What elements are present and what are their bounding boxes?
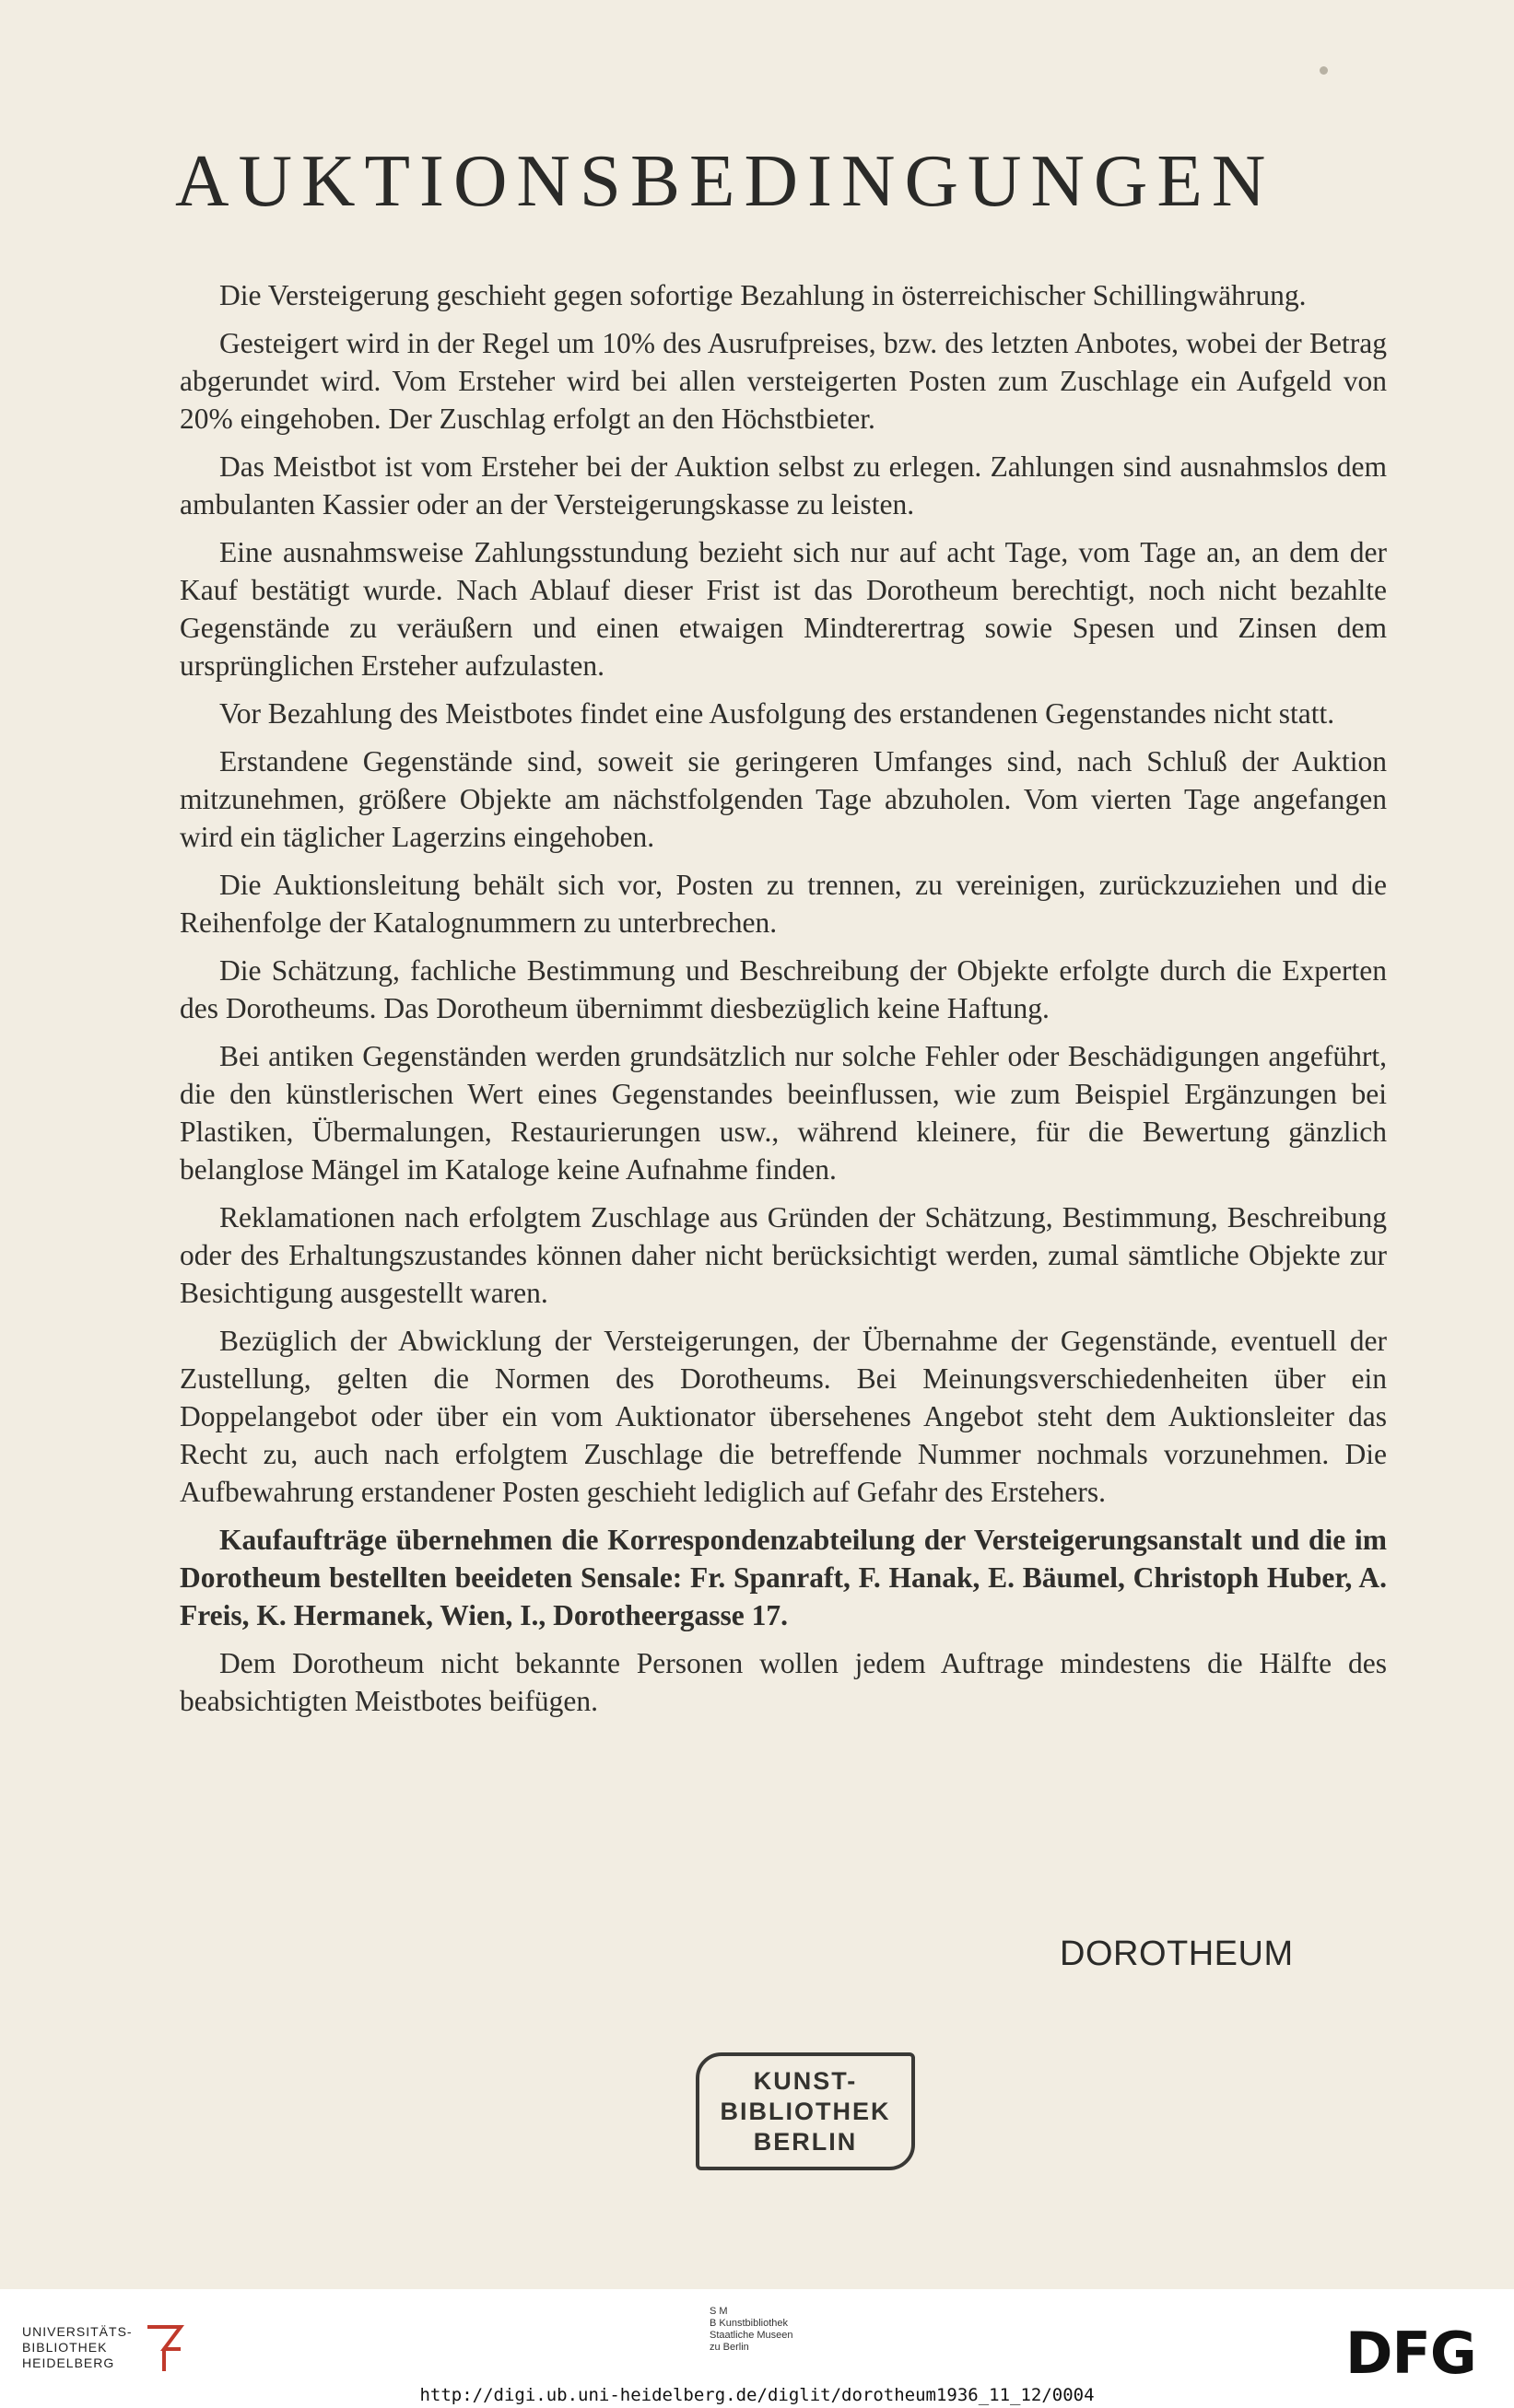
signature: DOROTHEUM xyxy=(1060,1935,1294,1973)
paragraph: Reklamationen nach erfolgtem Zuschlage aus Gründen der Schätzung, Bestimmung, Beschreibung oder des Erhaltungszustandes können daher nicht berücksichtigt werden, zumal sämtliche Objekte zur Besichtigung ausgestellt waren. xyxy=(180,1201,1387,1309)
paragraph: Bezüglich der Abwicklung der Versteigerungen, der Übernahme der Gegenstände, eventuell der Zustellung, gelten die Normen des Dorotheums. Bei Meinungsverschiedenheiten über ein Doppelangebot oder über ein vom Auktionator übersehenes Angebot steht dem Auktionsleiter das Recht zu, auch nach erfolgtem Zuschlage die betreffende Nummer nochmals vorzunehmen. Die Aufbewahrung erstandener Posten geschieht lediglich auf Gefahr des Erstehers. xyxy=(180,1325,1387,1508)
paragraph: Die Schätzung, fachliche Bestimmung und Beschreibung der Objekte erfolgte durch die Experten des Dorotheums. Das Dorotheum übernimmt diesbezüglich keine Haftung. xyxy=(180,954,1387,1024)
meta-line: zu Berlin xyxy=(710,2342,749,2353)
paragraph: Bei antiken Gegenständen werden grundsätzlich nur solche Fehler oder Beschädigungen angeführt, die den künstlerischen Wert eines Gegenstandes beeinflussen, wie zum Beispiel Ergänzungen bei Plastiken, Übermalungen, Restaurierungen usw., während kleinere, für die Bewertung gänzlich belanglose Mängel im Kataloge keine Aufnahme finden. xyxy=(180,1040,1387,1186)
paragraph: Dem Dorotheum nicht bekannte Personen wollen jedem Auftrage mindestens die Hälfte des beabsichtigten Meistbotes beifügen. xyxy=(180,1647,1387,1717)
paragraph: Gesteigert wird in der Regel um 10% des Ausrufpreises, bzw. des letzten Anbotes, wobei der Betrag abgerundet wird. Vom Ersteher wird bei allen versteigerten Posten zum Zuschlage ein Aufgeld von 20% eingehoben. Der Zuschlag erfolgt an den Höchstbieter. xyxy=(180,327,1387,435)
holding-institution xyxy=(710,2306,793,2354)
meta-line: Staatliche Museen xyxy=(710,2330,793,2341)
dfg-logo: DFG xyxy=(1345,2320,1476,2387)
meta-line: B Kunstbibliothek xyxy=(710,2318,788,2329)
paragraph: Eine ausnahmsweise Zahlungsstundung bezieht sich nur auf acht Tage, vom Tage an, an dem der Kauf bestätigt wurde. Nach Ablauf dieser Frist ist das Dorotheum berechtigt, noch nicht bezahlte Gegenstände zu veräußern und einen etwaigen Mindterertrag sowie Spesen und Zinsen dem ursprünglichen Ersteher aufzulasten. xyxy=(180,536,1387,682)
paragraph: Das Meistbot ist vom Ersteher bei der Auktion selbst zu erlegen. Zahlungen sind ausnahmslos dem ambulanten Kassier oder an der Versteigerungskasse zu leisten. xyxy=(180,450,1387,520)
paragraph: Erstandene Gegenstände sind, soweit sie geringeren Umfanges sind, nach Schluß der Auktion mitzunehmen, größere Objekte am nächstfolgenden Tage abzuholen. Vom vierten Tage angefangen wird ein täglicher Lagerzins eingehoben. xyxy=(180,745,1387,853)
meta-line: S M xyxy=(710,2306,728,2317)
stamp-line: BERLIN xyxy=(753,2127,858,2156)
paragraph: Die Versteigerung geschieht gegen sofortige Bezahlung in österreichischer Schillingwährung. xyxy=(219,279,1307,311)
university-logo-icon xyxy=(140,2320,195,2377)
conditions-text xyxy=(180,276,1387,1730)
university-line: BIBLIOTHEK xyxy=(22,2340,108,2355)
university-line: UNIVERSITÄTS- xyxy=(22,2324,133,2339)
page-title: AUKTIONSBEDINGUNGEN xyxy=(175,139,1275,222)
paragraph: Die Auktionsleitung behält sich vor, Posten zu trennen, zu vereinigen, zurückzuziehen und die Reihenfolge der Katalognummern zu unterbrechen. xyxy=(180,869,1387,939)
university-line: HEIDELBERG xyxy=(22,2355,115,2370)
paragraph: Vor Bezahlung des Meistbotes findet eine Ausfolgung des erstandenen Gegenstandes nicht statt. xyxy=(219,697,1335,730)
permalink[interactable]: http://digi.ub.uni-heidelberg.de/diglit/dorotheum1936_11_12/0004 xyxy=(419,2385,1095,2405)
ink-speck xyxy=(1320,66,1328,75)
stamp-line: KUNST- xyxy=(753,2066,858,2095)
university-name xyxy=(22,2324,133,2371)
stamp-line: BIBLIOTHEK xyxy=(720,2097,891,2125)
paragraph-bold: Kaufaufträge übernehmen die Korrespondenzabteilung der Versteigerungsanstalt und die im Dorotheum bestellten beeideten Sensale: Fr. Spanraft, F. Hanak, E. Bäumel, Christoph Huber, A. Freis, K. Hermanek, Wien, I., Dorotheergasse 17. xyxy=(180,1524,1387,1631)
library-stamp xyxy=(696,2052,915,2170)
